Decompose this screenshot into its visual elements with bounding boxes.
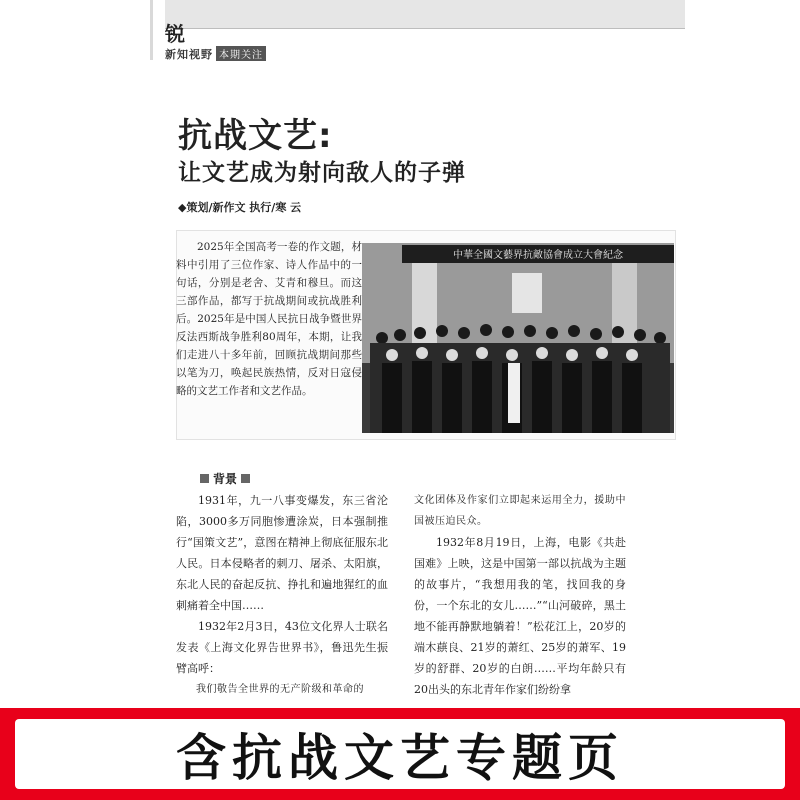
section-marker-left (200, 474, 209, 483)
margin-mark (150, 0, 153, 60)
body-paragraph: 1932年8月19日，上海，电影《共赴国难》上映，这是中国第一部以抗战为主题的故事片，“我想用我的笔，找回我的身份，一个东北的女儿……”“山河破碎，黑土地不能再静默地躺着！”松花江上，20岁的端木蕻良、21岁的萧红、25岁的萧军、19岁的舒群、20岁的白朗……平均年龄只有20出头的东北青年作家们纷纷拿 (414, 536, 626, 696)
body-paragraph: 1932年2月3日，43位文化界人士联名发表《上海文化界告世界书》，鲁迅先生振臂高呼： (176, 620, 388, 675)
body-column-right (414, 490, 626, 700)
body-paragraph: 1931年，九一八事变爆发，东三省沦陷，3000多万同胞惨遭涂炭，日本强制推行“国策文艺”，意图在精神上彻底征服东北人民。日本侵略者的刺刀、屠杀、太阳旗，东北人民的奋起反抗、挣扎和遍地猩红的血刺痛着全中国…… (176, 494, 388, 612)
promo-banner-text: 含抗战文艺专题页 (176, 729, 624, 787)
section-marker-right (241, 474, 250, 483)
body-column-left (176, 490, 388, 700)
promo-banner-inner (0, 715, 800, 793)
header-divider (165, 28, 685, 29)
quote-continuation: 文化团体及作家们立即起来运用全力，援助中国被压迫民众。 (414, 495, 626, 527)
photo-banner-text: 中華全國文藝界抗敵協會成立大會紀念 (453, 250, 623, 261)
magazine-brand: 锐 (165, 22, 185, 46)
intro-paragraph: 2025年全国高考一卷的作文题，材料中引用了三位作家、诗人作品中的一句话，分别是老舍、艾青和穆旦。而这三部作品，都写于抗战期间或抗战胜利后。2025年是中国人民抗日战争暨世界反法西斯战争胜利80周年，本期，让我们走进八十多年前，回顾抗战期间那些以笔为刀，唤起民族热情，反对日寇侵略的文艺工作者和文艺作品。 (176, 241, 362, 397)
column-name (165, 46, 266, 62)
header-bar (165, 0, 685, 28)
section-heading-label: 背景 (213, 472, 238, 486)
quote-paragraph: 我们敬告全世界的无产阶级和革命的 (196, 684, 364, 695)
column-tag: 本期关注 (216, 46, 266, 61)
article-subtitle: 让文艺成为射向敌人的子弹 (178, 160, 466, 186)
article-credit: ◆策划/新作文 执行/寒 云 (178, 201, 302, 214)
column-title: 新知视野 (165, 48, 213, 61)
historical-group-photo (362, 243, 674, 433)
promo-banner-pill (15, 719, 785, 789)
section-heading (200, 470, 250, 487)
article-title: 抗战文艺: (178, 116, 333, 156)
